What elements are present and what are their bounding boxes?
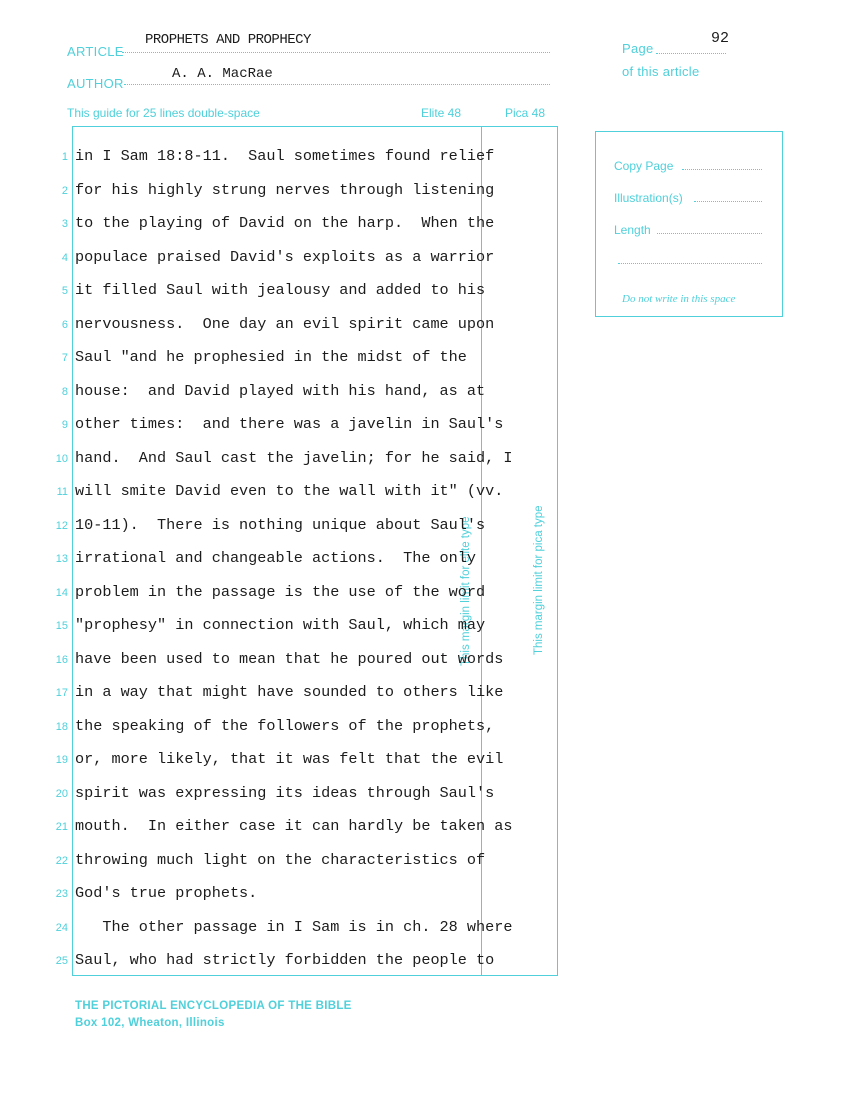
of-this-article-label: of this article (622, 64, 700, 79)
line-number: 25 (55, 955, 68, 967)
line-number: 9 (61, 419, 68, 431)
typed-line: "prophesy" in connection with Saul, which may (75, 616, 486, 634)
line-number: 16 (55, 654, 68, 666)
page-label: Page (622, 41, 654, 56)
author-underline (124, 84, 550, 85)
typed-line: Saul "and he prophesied in the midst of the (75, 348, 467, 366)
page-number: 92 (711, 30, 730, 47)
line-number: 23 (55, 888, 68, 900)
line-number: 11 (56, 486, 68, 498)
typed-line: problem in the passage is the use of the word (75, 583, 486, 601)
author-label: AUTHOR (67, 76, 124, 91)
line-number: 13 (55, 553, 68, 565)
line-number: 1 (61, 151, 68, 163)
typed-line: it filled Saul with jealousy and added to his (75, 281, 486, 299)
line-number: 10 (55, 453, 68, 465)
line-number: 19 (55, 754, 68, 766)
guide-text: This guide for 25 lines double-space (67, 106, 260, 120)
line-number: 20 (55, 788, 68, 800)
length-label: Length (614, 223, 651, 237)
blank-underline (618, 263, 762, 264)
elite-margin-caption: This margin limit for elite type (460, 516, 472, 666)
page-underline (656, 53, 726, 54)
typed-line: mouth. In either case it can hardly be taken as (75, 817, 513, 835)
typed-line: populace praised David's exploits as a warrior (75, 248, 495, 266)
line-number: 21 (55, 821, 68, 833)
line-number: 6 (61, 319, 68, 331)
line-number: 22 (55, 855, 68, 867)
line-number: 17 (55, 687, 68, 699)
typed-line: the speaking of the followers of the prophets, (75, 717, 495, 735)
typed-line: 10-11). There is nothing unique about Saul's (75, 516, 486, 534)
line-number: 5 (61, 285, 68, 297)
pica-margin-caption: This margin limit for pica type (533, 505, 545, 655)
line-number: 24 (55, 922, 68, 934)
article-label: ARTICLE (67, 44, 124, 59)
typed-line: will smite David even to the wall with it" (vv. (75, 482, 504, 500)
footer-address: Box 102, Wheaton, Illinois (75, 1017, 225, 1029)
typed-line: God's true prophets. (75, 884, 258, 902)
pica-label: Pica 48 (505, 106, 546, 120)
typed-line: other times: and there was a javelin in Saul's (75, 415, 504, 433)
copy-page-label: Copy Page (614, 159, 674, 173)
line-number: 7 (61, 352, 68, 364)
article-underline (122, 52, 550, 53)
line-number: 14 (55, 587, 68, 599)
typed-line: in I Sam 18:8-11. Saul sometimes found relief (75, 147, 495, 165)
length-underline (657, 233, 762, 234)
line-number: 3 (61, 218, 68, 230)
typed-line: The other passage in I Sam is in ch. 28 where (75, 918, 513, 936)
typed-line: have been used to mean that he poured out words (75, 650, 504, 668)
line-number: 15 (55, 620, 68, 632)
line-number: 18 (55, 721, 68, 733)
author-name: A. A. MacRae (172, 66, 273, 82)
typed-line: throwing much light on the characteristics of (75, 851, 486, 869)
typed-line: irrational and changeable actions. The only (75, 549, 477, 567)
typed-line: nervousness. One day an evil spirit came upon (75, 315, 495, 333)
do-not-write-note: Do not write in this space (622, 293, 736, 305)
typed-line: house: and David played with his hand, as at (75, 382, 486, 400)
line-number: 12 (55, 520, 68, 532)
illustrations-label: Illustration(s) (614, 191, 683, 205)
elite-label: Elite 48 (421, 106, 462, 120)
typed-line: or, more likely, that it was felt that the evil (75, 750, 504, 768)
line-number: 4 (61, 252, 68, 264)
line-number: 8 (61, 386, 68, 398)
typed-line: Saul, who had strictly forbidden the people to (75, 951, 495, 969)
typed-line: to the playing of David on the harp. When the (75, 214, 495, 232)
footer-publisher: THE PICTORIAL ENCYCLOPEDIA OF THE BIBLE (75, 1000, 352, 1012)
typed-line: in a way that might have sounded to others like (75, 683, 504, 701)
typed-line: for his highly strung nerves through listening (75, 181, 495, 199)
article-title: PROPHETS AND PROPHECY (145, 32, 311, 48)
typed-line: hand. And Saul cast the javelin; for he said, I (75, 449, 513, 467)
typed-line: spirit was expressing its ideas through Saul's (75, 784, 495, 802)
illustrations-underline (694, 201, 762, 202)
copy-page-underline (682, 169, 762, 170)
line-number: 2 (61, 185, 68, 197)
